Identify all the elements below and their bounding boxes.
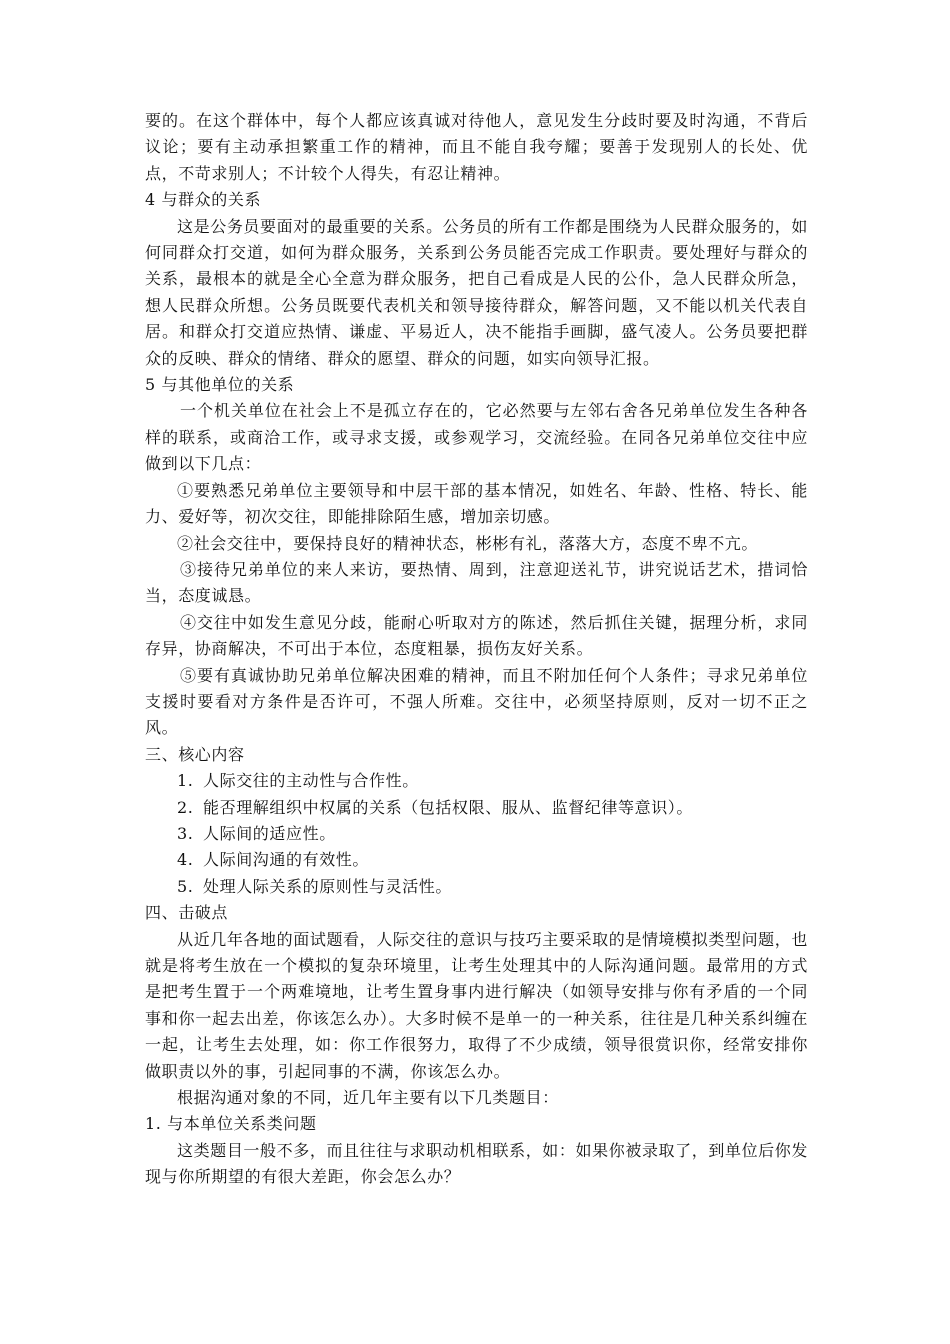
core-item	[145, 874, 808, 900]
core-item	[145, 795, 808, 821]
document-body	[145, 108, 808, 1191]
paragraph-question-types: 根据沟通对象的不同，近几年主要有以下几类题目：	[177, 1088, 559, 1108]
heading-own-unit-questions: 1. 与本单位关系类问题	[145, 1114, 317, 1134]
core-item-text: 人际间的适应性。	[203, 823, 336, 843]
core-item-text: 人际交往的主动性与合作性。	[203, 771, 419, 791]
core-item-number: 2.	[177, 797, 194, 817]
paragraph-own-unit-questions: 这类题目一般不多，而且往往与求职动机相联系，如：如果你被录取了，到单位后你发现与你所期望的有很大差距，你会怎么办？	[145, 1140, 808, 1187]
heading-masses-relation: 4 与群众的关系	[145, 190, 262, 210]
paragraph-masses-relation: 这是公务员要面对的最重要的关系。公务员的所有工作都是围绕为人民群众服务的，如何同群众打交道，如何为群众服务，关系到公务员能否完成工作职责。要处理好与群众的关系，最根本的就是全心全意为群众服务，把自己看成是人民的公仆，急人民群众所急，想人民群众所想。公务员既要代表机关和领导接待群众，解答问题，又不能以机关代表自居。和群众打交道应热情、谦虚、平易近人，决不能指手画脚，盛气凌人。公务员要把群众的反映、群众的情绪、群众的愿望、群众的问题，如实向领导汇报。	[145, 216, 808, 368]
point-2: ②社会交往中，要保持良好的精神状态，彬彬有礼，落落大方，态度不卑不亢。	[177, 533, 759, 553]
core-item-number: 5.	[177, 876, 194, 896]
heading-core-content: 三、核心内容	[145, 744, 245, 764]
core-item-text: 能否理解组织中权属的关系（包括权限、服从、监督纪律等意识）。	[203, 797, 694, 817]
point-3: ③接待兄弟单位的来人来访，要热情、周到，注意迎送礼节，讲究说话艺术，措词恰当，态度诚恳。	[145, 559, 808, 606]
core-item	[145, 768, 808, 794]
core-item	[145, 847, 808, 873]
heading-breakthrough: 四、击破点	[145, 903, 229, 923]
point-4: ④交往中如发生意见分歧，能耐心听取对方的陈述，然后抓住关键，据理分析，求同存异，协商解决，不可出于本位，态度粗暴，损伤友好关系。	[145, 612, 808, 659]
point-1: ①要熟悉兄弟单位主要领导和中层干部的基本情况，如姓名、年龄、性格、特长、能力、爱好等，初次交往，即能排除陌生感，增加亲切感。	[145, 480, 808, 527]
core-item	[145, 821, 808, 847]
point-5: ⑤要有真诚协助兄弟单位解决困难的精神，而且不附加任何个人条件；寻求兄弟单位支援时要看对方条件是否许可，不强人所难。交往中，必须坚持原则，反对一切不正之风。	[145, 665, 808, 738]
core-item-number: 1.	[177, 771, 194, 791]
core-item-text: 人际间沟通的有效性。	[203, 850, 370, 870]
paragraph-breakthrough: 从近几年各地的面试题看，人际交往的意识与技巧主要采取的是情境模拟类型问题，也就是将考生放在一个模拟的复杂环境里，让考生处理其中的人际沟通问题。最常用的方式是把考生置于一个两难境地，让考生置身事内进行解决（如领导安排与你有矛盾的一个同事和你一起去出差，你该怎么办）。大多时候不是单一的一种关系，往往是几种关系纠缠在一起，让考生去处理，如：你工作很努力，取得了不少成绩，领导很赏识你，经常安排你做职责以外的事，引起同事的不满，你该怎么办。	[145, 929, 808, 1081]
core-item-number: 3.	[177, 823, 194, 843]
paragraph-group-relations-end: 要的。在这个群体中，每个人都应该真诚对待他人，意见发生分歧时要及时沟通，不背后议论；要有主动承担繁重工作的精神，而且不能自我夸耀；要善于发现别人的长处、优点，不苛求别人；不计较个人得失，有忍让精神。	[145, 111, 808, 183]
paragraph-other-units-relation: 一个机关单位在社会上不是孤立存在的，它必然要与左邻右舍各兄弟单位发生各种各样的联系，或商洽工作，或寻求支援，或参观学习，交流经验。在同各兄弟单位交往中应做到以下几点：	[145, 401, 808, 474]
core-item-number: 4.	[177, 850, 194, 870]
core-item-text: 处理人际关系的原则性与灵活性。	[203, 876, 453, 896]
heading-other-units-relation: 5 与其他单位的关系	[145, 375, 295, 395]
